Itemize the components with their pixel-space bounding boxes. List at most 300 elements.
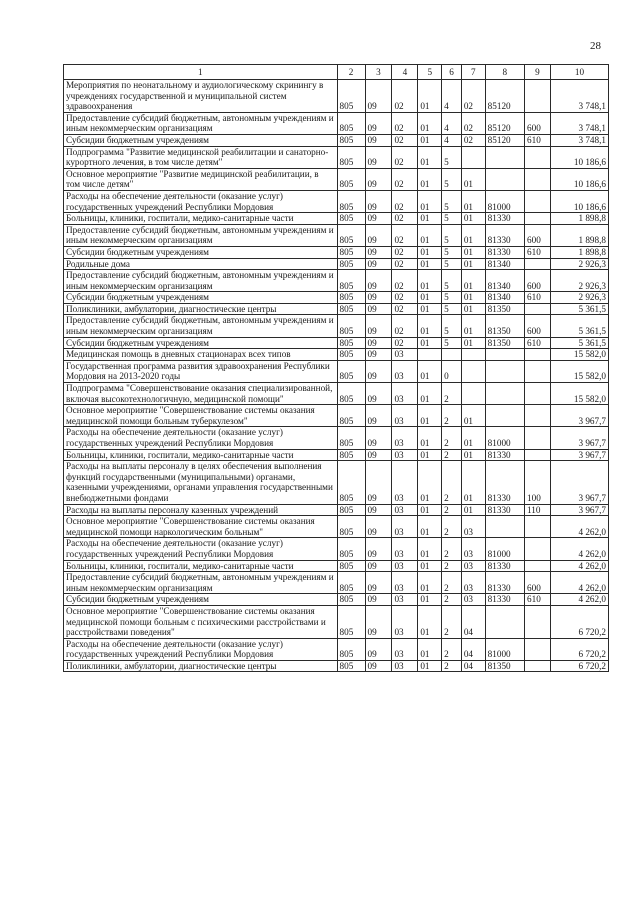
row-name-cell: Предоставление субсидий бюджетным, автономным учреждениям и иным некоммерческим организациям — [64, 315, 338, 337]
cell-amount: 3 748,1 — [550, 80, 608, 113]
cell-direction-code — [485, 605, 524, 638]
cell-subsection-code: 03 — [392, 504, 418, 516]
cell-subsection-code: 03 — [392, 405, 418, 427]
cell-admin-code: 805 — [337, 112, 365, 134]
cell-subsection-code: 02 — [392, 112, 418, 134]
row-name-cell: Больницы, клиники, госпитали, медико-санитарные части — [64, 449, 338, 461]
cell-subsection-code: 03 — [392, 560, 418, 572]
cell-direction-code: 81000 — [485, 638, 524, 660]
cell-admin-code: 805 — [337, 560, 365, 572]
cell-program-code: 01 — [418, 360, 442, 382]
row-name-cell: Субсидии бюджетным учреждениям — [64, 594, 338, 606]
cell-section-code: 09 — [365, 270, 392, 292]
cell-amount: 1 898,8 — [550, 213, 608, 225]
cell-subprogram-code: 2 — [442, 461, 462, 504]
column-header: 6 — [442, 65, 462, 80]
row-name-cell: Подпрограмма "Совершенствование оказания специализированной, включая высокотехнологичную, медицинской помощи" — [64, 383, 338, 405]
cell-section-code: 09 — [365, 538, 392, 560]
cell-amount: 2 926,3 — [550, 270, 608, 292]
column-header: 8 — [485, 65, 524, 80]
cell-direction-code — [485, 516, 524, 538]
cell-program-code: 01 — [418, 427, 442, 449]
row-name-cell: Предоставление субсидий бюджетным, автономным учреждениям и иным некоммерческим организациям — [64, 270, 338, 292]
cell-direction-code — [485, 405, 524, 427]
cell-admin-code: 805 — [337, 190, 365, 212]
cell-program-code: 01 — [418, 572, 442, 594]
cell-program-code: 01 — [418, 560, 442, 572]
cell-program-code: 01 — [418, 168, 442, 190]
cell-subsection-code: 03 — [392, 449, 418, 461]
cell-activity-code: 03 — [461, 560, 485, 572]
row-name-cell: Расходы на выплаты персоналу в целях обеспечения выполнения функций государственными (муниципальными) органами, казенными учреждениями, органами управления государственными внебюджетными фондами — [64, 461, 338, 504]
table-row — [64, 80, 609, 113]
table-row — [64, 246, 609, 258]
cell-program-code: 01 — [418, 292, 442, 304]
cell-admin-code: 805 — [337, 134, 365, 146]
cell-amount: 1 898,8 — [550, 246, 608, 258]
cell-subprogram-code: 2 — [442, 594, 462, 606]
cell-direction-code — [485, 146, 524, 168]
cell-subsection-code: 02 — [392, 337, 418, 349]
cell-activity-code: 03 — [461, 572, 485, 594]
column-header: 1 — [64, 65, 338, 80]
cell-subprogram-code: 2 — [442, 516, 462, 538]
cell-expense-type-code: 100 — [525, 461, 551, 504]
cell-expense-type-code — [525, 560, 551, 572]
cell-subprogram-code: 5 — [442, 213, 462, 225]
cell-direction-code — [485, 360, 524, 382]
cell-activity-code: 01 — [461, 427, 485, 449]
cell-subsection-code: 02 — [392, 224, 418, 246]
cell-activity-code: 02 — [461, 80, 485, 113]
row-name-cell: Предоставление субсидий бюджетным, автономным учреждениям и иным некоммерческим организациям — [64, 224, 338, 246]
cell-subprogram-code: 4 — [442, 80, 462, 113]
cell-activity-code: 01 — [461, 270, 485, 292]
row-name-cell: Государственная программа развития здравоохранения Республики Мордовия на 2013-2020 годы — [64, 360, 338, 382]
cell-program-code: 01 — [418, 337, 442, 349]
cell-expense-type-code: 110 — [525, 504, 551, 516]
cell-subsection-code: 02 — [392, 168, 418, 190]
cell-section-code: 09 — [365, 292, 392, 304]
cell-expense-type-code — [525, 538, 551, 560]
cell-program-code: 01 — [418, 270, 442, 292]
table-row — [64, 383, 609, 405]
cell-direction-code: 81330 — [485, 504, 524, 516]
cell-subsection-code: 03 — [392, 383, 418, 405]
cell-amount: 15 582,0 — [550, 383, 608, 405]
cell-amount: 3 967,7 — [550, 461, 608, 504]
cell-subprogram-code: 5 — [442, 224, 462, 246]
cell-amount: 1 898,8 — [550, 224, 608, 246]
cell-direction-code: 81340 — [485, 270, 524, 292]
cell-program-code: 01 — [418, 504, 442, 516]
cell-program-code — [418, 349, 442, 361]
budget-table — [63, 64, 609, 672]
cell-section-code: 09 — [365, 427, 392, 449]
cell-direction-code: 85120 — [485, 134, 524, 146]
cell-subsection-code: 02 — [392, 270, 418, 292]
cell-activity-code: 01 — [461, 461, 485, 504]
cell-expense-type-code — [525, 146, 551, 168]
cell-direction-code: 81330 — [485, 246, 524, 258]
cell-activity-code: 03 — [461, 538, 485, 560]
row-name-cell: Поликлиники, амбулатории, диагностические центры — [64, 303, 338, 315]
row-name-cell: Родильные дома — [64, 258, 338, 270]
cell-subsection-code: 03 — [392, 360, 418, 382]
cell-section-code: 09 — [365, 461, 392, 504]
cell-subprogram-code: 5 — [442, 190, 462, 212]
row-name-cell: Расходы на обеспечение деятельности (оказание услуг) государственных учреждений Республики Мордовия — [64, 638, 338, 660]
cell-program-code: 01 — [418, 594, 442, 606]
cell-subsection-code: 03 — [392, 572, 418, 594]
row-name-cell: Расходы на обеспечение деятельности (оказание услуг) государственных учреждений Республики Мордовия — [64, 427, 338, 449]
cell-amount: 5 361,5 — [550, 337, 608, 349]
cell-admin-code: 805 — [337, 270, 365, 292]
cell-subsection-code: 03 — [392, 427, 418, 449]
cell-expense-type-code — [525, 168, 551, 190]
cell-amount: 3 967,7 — [550, 427, 608, 449]
cell-amount: 3 748,1 — [550, 134, 608, 146]
column-header: 3 — [365, 65, 392, 80]
cell-amount: 4 262,0 — [550, 572, 608, 594]
cell-direction-code: 81330 — [485, 572, 524, 594]
cell-amount: 6 720,2 — [550, 638, 608, 660]
cell-activity-code: 01 — [461, 224, 485, 246]
cell-direction-code — [485, 168, 524, 190]
cell-subsection-code: 03 — [392, 349, 418, 361]
cell-activity-code: 01 — [461, 246, 485, 258]
cell-subprogram-code: 5 — [442, 303, 462, 315]
cell-subprogram-code: 5 — [442, 337, 462, 349]
cell-activity-code — [461, 349, 485, 361]
cell-amount: 2 926,3 — [550, 258, 608, 270]
table-row — [64, 134, 609, 146]
cell-expense-type-code: 600 — [525, 224, 551, 246]
cell-expense-type-code — [525, 213, 551, 225]
cell-activity-code: 01 — [461, 213, 485, 225]
row-name-cell: Субсидии бюджетным учреждениям — [64, 246, 338, 258]
cell-admin-code: 805 — [337, 146, 365, 168]
cell-activity-code: 04 — [461, 605, 485, 638]
cell-amount: 4 262,0 — [550, 538, 608, 560]
cell-expense-type-code — [525, 360, 551, 382]
cell-direction-code: 81330 — [485, 213, 524, 225]
table-row — [64, 337, 609, 349]
cell-section-code: 09 — [365, 638, 392, 660]
row-name-cell: Расходы на выплаты персоналу казенных учреждений — [64, 504, 338, 516]
cell-admin-code: 805 — [337, 315, 365, 337]
row-name-cell: Основное мероприятие "Совершенствование системы оказания медицинской помощи больным туберкулезом" — [64, 405, 338, 427]
cell-program-code: 01 — [418, 660, 442, 672]
cell-section-code: 09 — [365, 449, 392, 461]
cell-section-code: 09 — [365, 349, 392, 361]
cell-section-code: 09 — [365, 560, 392, 572]
cell-activity-code: 03 — [461, 516, 485, 538]
cell-subsection-code: 03 — [392, 538, 418, 560]
cell-subprogram-code: 2 — [442, 504, 462, 516]
cell-program-code: 01 — [418, 134, 442, 146]
table-row — [64, 560, 609, 572]
cell-subsection-code: 02 — [392, 292, 418, 304]
table-row — [64, 427, 609, 449]
cell-subprogram-code: 2 — [442, 560, 462, 572]
cell-section-code: 09 — [365, 80, 392, 113]
cell-activity-code — [461, 146, 485, 168]
cell-admin-code: 805 — [337, 168, 365, 190]
row-name-cell: Подпрограмма "Развитие медицинской реабилитации и санаторно-курортного лечения, в том числе детям" — [64, 146, 338, 168]
cell-program-code: 01 — [418, 258, 442, 270]
table-row — [64, 360, 609, 382]
cell-subprogram-code: 5 — [442, 292, 462, 304]
cell-subprogram-code: 5 — [442, 258, 462, 270]
page-number: 28 — [590, 40, 601, 52]
cell-subprogram-code: 5 — [442, 270, 462, 292]
cell-subprogram-code: 2 — [442, 638, 462, 660]
table-row — [64, 112, 609, 134]
cell-amount: 4 262,0 — [550, 594, 608, 606]
cell-program-code: 01 — [418, 213, 442, 225]
row-name-cell: Поликлиники, амбулатории, диагностические центры — [64, 660, 338, 672]
cell-direction-code: 81000 — [485, 538, 524, 560]
table-row — [64, 516, 609, 538]
cell-program-code: 01 — [418, 80, 442, 113]
cell-expense-type-code — [525, 660, 551, 672]
cell-activity-code: 01 — [461, 303, 485, 315]
cell-subsection-code: 02 — [392, 315, 418, 337]
cell-direction-code: 81330 — [485, 461, 524, 504]
cell-section-code: 09 — [365, 246, 392, 258]
cell-admin-code: 805 — [337, 360, 365, 382]
cell-direction-code: 81330 — [485, 224, 524, 246]
cell-section-code: 09 — [365, 112, 392, 134]
cell-direction-code: 81350 — [485, 660, 524, 672]
cell-expense-type-code — [525, 427, 551, 449]
cell-subprogram-code: 2 — [442, 605, 462, 638]
cell-activity-code: 01 — [461, 258, 485, 270]
table-row — [64, 405, 609, 427]
cell-admin-code: 805 — [337, 349, 365, 361]
cell-admin-code: 805 — [337, 660, 365, 672]
cell-section-code: 09 — [365, 224, 392, 246]
cell-activity-code: 02 — [461, 112, 485, 134]
cell-activity-code: 01 — [461, 449, 485, 461]
cell-expense-type-code — [525, 80, 551, 113]
cell-program-code: 01 — [418, 516, 442, 538]
cell-admin-code: 805 — [337, 383, 365, 405]
cell-subsection-code: 02 — [392, 190, 418, 212]
cell-expense-type-code: 600 — [525, 270, 551, 292]
cell-program-code: 01 — [418, 190, 442, 212]
cell-admin-code: 805 — [337, 638, 365, 660]
cell-section-code: 09 — [365, 516, 392, 538]
cell-direction-code: 81350 — [485, 337, 524, 349]
cell-activity-code: 01 — [461, 292, 485, 304]
cell-amount: 15 582,0 — [550, 360, 608, 382]
cell-activity-code — [461, 383, 485, 405]
cell-admin-code: 805 — [337, 461, 365, 504]
cell-section-code: 09 — [365, 360, 392, 382]
cell-program-code: 01 — [418, 461, 442, 504]
table-row — [64, 660, 609, 672]
cell-amount: 5 361,5 — [550, 303, 608, 315]
column-header: 10 — [550, 65, 608, 80]
cell-expense-type-code: 610 — [525, 337, 551, 349]
cell-expense-type-code — [525, 449, 551, 461]
cell-activity-code: 01 — [461, 190, 485, 212]
budget-table-container — [63, 64, 609, 672]
cell-amount: 15 582,0 — [550, 349, 608, 361]
cell-amount: 3 967,7 — [550, 405, 608, 427]
cell-program-code: 01 — [418, 112, 442, 134]
cell-subprogram-code: 0 — [442, 360, 462, 382]
cell-section-code: 09 — [365, 337, 392, 349]
table-row — [64, 461, 609, 504]
cell-program-code: 01 — [418, 303, 442, 315]
cell-admin-code: 805 — [337, 605, 365, 638]
cell-program-code: 01 — [418, 246, 442, 258]
cell-activity-code — [461, 360, 485, 382]
cell-subsection-code: 03 — [392, 605, 418, 638]
cell-section-code: 09 — [365, 213, 392, 225]
cell-program-code: 01 — [418, 383, 442, 405]
cell-section-code: 09 — [365, 572, 392, 594]
cell-activity-code: 04 — [461, 638, 485, 660]
cell-program-code: 01 — [418, 638, 442, 660]
cell-expense-type-code: 600 — [525, 572, 551, 594]
cell-direction-code: 81330 — [485, 449, 524, 461]
cell-activity-code: 02 — [461, 134, 485, 146]
cell-subsection-code: 03 — [392, 516, 418, 538]
cell-subsection-code: 03 — [392, 660, 418, 672]
cell-subsection-code: 03 — [392, 638, 418, 660]
cell-program-code: 01 — [418, 224, 442, 246]
table-row — [64, 213, 609, 225]
row-name-cell: Субсидии бюджетным учреждениям — [64, 292, 338, 304]
cell-section-code: 09 — [365, 315, 392, 337]
cell-admin-code: 805 — [337, 427, 365, 449]
cell-section-code: 09 — [365, 383, 392, 405]
cell-expense-type-code — [525, 516, 551, 538]
cell-expense-type-code — [525, 258, 551, 270]
cell-admin-code: 805 — [337, 224, 365, 246]
row-name-cell: Расходы на обеспечение деятельности (оказание услуг) государственных учреждений Республики Мордовия — [64, 538, 338, 560]
cell-subsection-code: 02 — [392, 80, 418, 113]
row-name-cell: Мероприятия по неонатальному и аудиологическому скринингу в учреждениях государственной и муниципальной систем здравоохранения — [64, 80, 338, 113]
cell-subsection-code: 02 — [392, 213, 418, 225]
cell-admin-code: 805 — [337, 516, 365, 538]
cell-expense-type-code: 610 — [525, 246, 551, 258]
cell-activity-code: 01 — [461, 504, 485, 516]
table-row — [64, 315, 609, 337]
cell-direction-code — [485, 383, 524, 405]
table-row — [64, 538, 609, 560]
cell-direction-code: 81330 — [485, 560, 524, 572]
cell-direction-code: 81000 — [485, 427, 524, 449]
cell-amount: 3 967,7 — [550, 449, 608, 461]
column-header: 5 — [418, 65, 442, 80]
cell-subprogram-code: 2 — [442, 427, 462, 449]
header-row — [64, 65, 609, 80]
cell-subprogram-code: 2 — [442, 449, 462, 461]
cell-subprogram-code — [442, 349, 462, 361]
cell-direction-code: 85120 — [485, 112, 524, 134]
cell-admin-code: 805 — [337, 594, 365, 606]
row-name-cell: Больницы, клиники, госпитали, медико-санитарные части — [64, 213, 338, 225]
table-row — [64, 292, 609, 304]
column-header: 4 — [392, 65, 418, 80]
cell-admin-code: 805 — [337, 572, 365, 594]
cell-amount: 3 967,7 — [550, 504, 608, 516]
table-row — [64, 638, 609, 660]
cell-expense-type-code — [525, 605, 551, 638]
cell-subsection-code: 02 — [392, 258, 418, 270]
cell-section-code: 09 — [365, 134, 392, 146]
cell-subprogram-code: 2 — [442, 538, 462, 560]
column-header: 9 — [525, 65, 551, 80]
cell-activity-code: 03 — [461, 594, 485, 606]
row-name-cell: Субсидии бюджетным учреждениям — [64, 134, 338, 146]
table-row — [64, 190, 609, 212]
cell-amount: 10 186,6 — [550, 146, 608, 168]
table-row — [64, 270, 609, 292]
cell-expense-type-code: 610 — [525, 134, 551, 146]
cell-subprogram-code: 2 — [442, 572, 462, 594]
cell-expense-type-code: 600 — [525, 315, 551, 337]
cell-amount: 6 720,2 — [550, 605, 608, 638]
row-name-cell: Основное мероприятие "Развитие медицинской реабилитации, в том числе детям" — [64, 168, 338, 190]
table-row — [64, 258, 609, 270]
cell-amount: 3 748,1 — [550, 112, 608, 134]
cell-admin-code: 805 — [337, 449, 365, 461]
row-name-cell: Предоставление субсидий бюджетным, автономным учреждениям и иным некоммерческим организациям — [64, 112, 338, 134]
cell-subsection-code: 02 — [392, 303, 418, 315]
cell-direction-code: 81350 — [485, 303, 524, 315]
cell-expense-type-code — [525, 349, 551, 361]
cell-admin-code: 805 — [337, 504, 365, 516]
table-row — [64, 504, 609, 516]
cell-program-code: 01 — [418, 315, 442, 337]
cell-admin-code: 805 — [337, 258, 365, 270]
cell-activity-code: 01 — [461, 405, 485, 427]
row-name-cell: Предоставление субсидий бюджетным, автономным учреждениям и иным некоммерческим организациям — [64, 572, 338, 594]
table-row — [64, 146, 609, 168]
cell-program-code: 01 — [418, 605, 442, 638]
cell-subprogram-code: 2 — [442, 383, 462, 405]
cell-section-code: 09 — [365, 168, 392, 190]
cell-subsection-code: 02 — [392, 146, 418, 168]
cell-expense-type-code — [525, 405, 551, 427]
cell-section-code: 09 — [365, 146, 392, 168]
cell-direction-code: 81350 — [485, 315, 524, 337]
cell-section-code: 09 — [365, 405, 392, 427]
cell-program-code: 01 — [418, 405, 442, 427]
cell-admin-code: 805 — [337, 292, 365, 304]
cell-expense-type-code: 610 — [525, 594, 551, 606]
cell-subprogram-code: 5 — [442, 168, 462, 190]
cell-admin-code: 805 — [337, 405, 365, 427]
cell-amount: 4 262,0 — [550, 560, 608, 572]
cell-subprogram-code: 2 — [442, 405, 462, 427]
cell-amount: 10 186,6 — [550, 168, 608, 190]
cell-section-code: 09 — [365, 258, 392, 270]
cell-direction-code — [485, 349, 524, 361]
row-name-cell: Субсидии бюджетным учреждениям — [64, 337, 338, 349]
cell-program-code: 01 — [418, 146, 442, 168]
cell-section-code: 09 — [365, 303, 392, 315]
row-name-cell: Медицинская помощь в дневных стационарах всех типов — [64, 349, 338, 361]
table-row — [64, 303, 609, 315]
cell-subsection-code: 03 — [392, 594, 418, 606]
